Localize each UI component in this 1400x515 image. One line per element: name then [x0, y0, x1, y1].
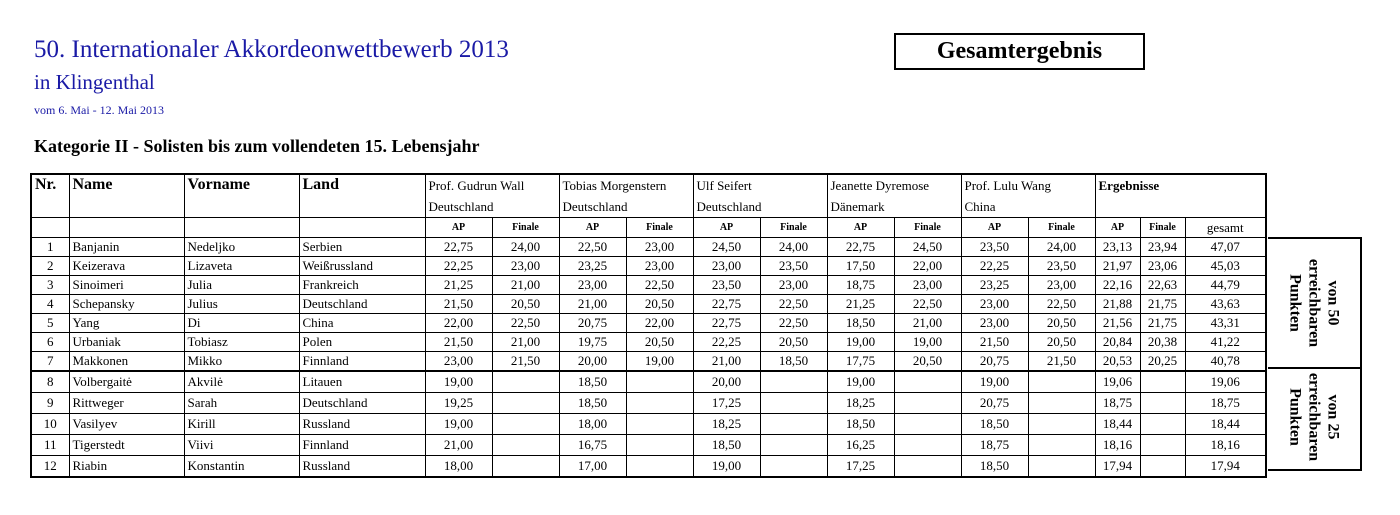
cell-juror-finale: 24,00 — [1028, 238, 1095, 257]
cell-juror-ap: 20,00 — [559, 352, 626, 372]
cell-juror-finale — [760, 456, 827, 478]
cell-juror-ap: 22,25 — [961, 257, 1028, 276]
cell-juror-ap: 24,50 — [693, 238, 760, 257]
cell-result-gesamt: 45,03 — [1185, 257, 1266, 276]
cell-juror-finale: 24,50 — [894, 238, 961, 257]
cell-juror-ap: 20,75 — [559, 314, 626, 333]
cell-juror-finale: 23,00 — [1028, 276, 1095, 295]
cell-juror-finale — [894, 371, 961, 393]
cell-result-gesamt: 18,44 — [1185, 414, 1266, 435]
cell-result-ap: 18,75 — [1095, 393, 1140, 414]
table-row — [31, 238, 1266, 257]
sub-header-ap: AP — [559, 218, 626, 238]
sub-header-ap: AP — [961, 218, 1028, 238]
cell-juror-ap: 21,00 — [693, 352, 760, 372]
table-row — [31, 314, 1266, 333]
cell-juror-finale: 23,50 — [1028, 257, 1095, 276]
cell-result-gesamt: 44,79 — [1185, 276, 1266, 295]
empty-cell — [184, 218, 299, 238]
cell-juror-finale — [1028, 414, 1095, 435]
juror-name: Jeanette Dyremose — [827, 174, 961, 196]
table-row — [31, 276, 1266, 295]
cell-juror-ap: 18,50 — [961, 456, 1028, 478]
side-label-line: erreichbaren — [1305, 258, 1323, 348]
cell-vorname: Viivi — [184, 435, 299, 456]
cell-nr: 3 — [31, 276, 69, 295]
sub-header-ap: AP — [425, 218, 492, 238]
cell-vorname: Kirill — [184, 414, 299, 435]
cell-vorname: Di — [184, 314, 299, 333]
overall-result-heading: Gesamtergebnis — [894, 33, 1145, 70]
cell-juror-finale: 22,50 — [894, 295, 961, 314]
cell-juror-finale — [760, 393, 827, 414]
cell-name: Rittweger — [69, 393, 184, 414]
juror-country: Dänemark — [827, 196, 961, 218]
cell-juror-finale — [894, 414, 961, 435]
cell-juror-finale: 23,00 — [760, 276, 827, 295]
cell-juror-finale — [760, 414, 827, 435]
cell-juror-ap: 21,00 — [425, 435, 492, 456]
cell-land: Russland — [299, 414, 425, 435]
cell-nr: 5 — [31, 314, 69, 333]
cell-juror-finale: 24,00 — [492, 238, 559, 257]
cell-vorname: Julius — [184, 295, 299, 314]
table-row — [31, 414, 1266, 435]
table-row — [31, 352, 1266, 372]
cell-result-finale — [1140, 456, 1185, 478]
cell-juror-finale: 22,50 — [760, 314, 827, 333]
competition-dates: vom 6. Mai - 12. Mai 2013 — [34, 103, 164, 117]
cell-juror-finale: 22,50 — [760, 295, 827, 314]
header-row — [31, 174, 1266, 196]
cell-juror-ap: 23,50 — [693, 276, 760, 295]
cell-juror-finale — [1028, 456, 1095, 478]
cell-result-ap: 20,53 — [1095, 352, 1140, 372]
cell-land: Polen — [299, 333, 425, 352]
sub-header-finale: Finale — [760, 218, 827, 238]
cell-juror-finale: 20,50 — [760, 333, 827, 352]
cell-land: Russland — [299, 456, 425, 478]
juror-country: Deutschland — [559, 196, 693, 218]
juror-name: Tobias Morgenstern — [559, 174, 693, 196]
cell-result-finale — [1140, 371, 1185, 393]
table-row — [31, 456, 1266, 478]
table-row — [31, 257, 1266, 276]
col-header-vorname: Vorname — [184, 174, 299, 218]
cell-result-gesamt: 40,78 — [1185, 352, 1266, 372]
cell-name: Sinoimeri — [69, 276, 184, 295]
results-header: Ergebnisse — [1095, 174, 1266, 218]
cell-juror-finale: 23,00 — [894, 276, 961, 295]
cell-juror-ap: 23,50 — [961, 238, 1028, 257]
cell-juror-finale: 20,50 — [894, 352, 961, 372]
cell-juror-finale — [894, 393, 961, 414]
side-label-line: erreichbaren — [1305, 372, 1323, 462]
cell-land: China — [299, 314, 425, 333]
cell-juror-finale: 22,50 — [492, 314, 559, 333]
cell-juror-ap: 18,00 — [425, 456, 492, 478]
cell-juror-finale — [626, 371, 693, 393]
cell-nr: 2 — [31, 257, 69, 276]
cell-juror-ap: 21,25 — [425, 276, 492, 295]
cell-result-ap: 21,56 — [1095, 314, 1140, 333]
col-header-nr: Nr. — [31, 174, 69, 218]
cell-land: Finnland — [299, 352, 425, 372]
empty-cell — [31, 218, 69, 238]
cell-result-finale: 23,94 — [1140, 238, 1185, 257]
cell-result-finale — [1140, 414, 1185, 435]
cell-nr: 4 — [31, 295, 69, 314]
cell-result-finale: 23,06 — [1140, 257, 1185, 276]
cell-result-ap: 21,88 — [1095, 295, 1140, 314]
juror-country: Deutschland — [693, 196, 827, 218]
cell-juror-ap: 21,50 — [425, 333, 492, 352]
cell-juror-ap: 23,00 — [961, 314, 1028, 333]
cell-juror-ap: 20,75 — [961, 393, 1028, 414]
cell-juror-finale: 19,00 — [626, 352, 693, 372]
juror-name: Ulf Seifert — [693, 174, 827, 196]
sub-header-finale: Finale — [894, 218, 961, 238]
cell-nr: 8 — [31, 371, 69, 393]
cell-name: Tigerstedt — [69, 435, 184, 456]
cell-juror-finale — [760, 435, 827, 456]
cell-juror-ap: 18,00 — [559, 414, 626, 435]
side-label-line: Punkten — [1286, 274, 1304, 332]
cell-juror-ap: 19,00 — [827, 333, 894, 352]
cell-juror-ap: 17,25 — [827, 456, 894, 478]
cell-juror-ap: 23,00 — [425, 352, 492, 372]
cell-result-finale: 20,38 — [1140, 333, 1185, 352]
cell-juror-ap: 19,00 — [425, 414, 492, 435]
cell-juror-finale — [626, 456, 693, 478]
cell-result-finale — [1140, 435, 1185, 456]
cell-juror-finale — [492, 393, 559, 414]
cell-result-ap: 20,84 — [1095, 333, 1140, 352]
side-label-line: von 50 — [1324, 280, 1342, 326]
table-row — [31, 371, 1266, 393]
cell-juror-ap: 20,75 — [961, 352, 1028, 372]
cell-juror-ap: 23,25 — [961, 276, 1028, 295]
competition-location: in Klingenthal — [34, 70, 155, 94]
cell-juror-ap: 21,50 — [425, 295, 492, 314]
cell-juror-ap: 23,00 — [693, 257, 760, 276]
cell-juror-finale: 23,00 — [626, 257, 693, 276]
sub-header-finale: Finale — [1028, 218, 1095, 238]
cell-juror-ap: 18,50 — [827, 414, 894, 435]
cell-name: Yang — [69, 314, 184, 333]
cell-juror-finale: 22,50 — [1028, 295, 1095, 314]
cell-result-ap: 18,16 — [1095, 435, 1140, 456]
juror-country: Deutschland — [425, 196, 559, 218]
sub-header-finale: Finale — [626, 218, 693, 238]
cell-juror-finale — [492, 456, 559, 478]
cell-result-ap: 17,94 — [1095, 456, 1140, 478]
cell-juror-ap: 19,25 — [425, 393, 492, 414]
cell-land: Weißrussland — [299, 257, 425, 276]
sub-header-finale: Finale — [492, 218, 559, 238]
juror-name: Prof. Lulu Wang — [961, 174, 1095, 196]
cell-juror-finale: 21,00 — [894, 314, 961, 333]
cell-juror-finale — [760, 371, 827, 393]
cell-nr: 9 — [31, 393, 69, 414]
cell-juror-ap: 22,25 — [693, 333, 760, 352]
table-row — [31, 295, 1266, 314]
cell-result-ap: 21,97 — [1095, 257, 1140, 276]
cell-juror-finale — [626, 414, 693, 435]
cell-juror-finale: 24,00 — [760, 238, 827, 257]
cell-land: Frankreich — [299, 276, 425, 295]
table-row — [31, 393, 1266, 414]
cell-juror-ap: 18,75 — [827, 276, 894, 295]
cell-juror-ap: 18,75 — [961, 435, 1028, 456]
cell-juror-finale: 22,00 — [626, 314, 693, 333]
cell-juror-ap: 22,75 — [425, 238, 492, 257]
cell-name: Volbergaitė — [69, 371, 184, 393]
cell-name: Vasilyev — [69, 414, 184, 435]
cell-result-gesamt: 18,75 — [1185, 393, 1266, 414]
cell-juror-ap: 17,25 — [693, 393, 760, 414]
cell-juror-finale: 22,50 — [626, 276, 693, 295]
cell-juror-finale: 20,50 — [626, 333, 693, 352]
sub-header-finale: Finale — [1140, 218, 1185, 238]
juror-country: China — [961, 196, 1095, 218]
cell-juror-finale — [894, 456, 961, 478]
cell-juror-ap: 22,75 — [827, 238, 894, 257]
empty-cell — [299, 218, 425, 238]
cell-juror-ap: 18,50 — [827, 314, 894, 333]
cell-name: Urbaniak — [69, 333, 184, 352]
cell-result-finale: 22,63 — [1140, 276, 1185, 295]
subheader-row — [31, 218, 1266, 238]
cell-juror-ap: 19,00 — [425, 371, 492, 393]
cell-juror-ap: 17,75 — [827, 352, 894, 372]
cell-juror-finale: 20,50 — [492, 295, 559, 314]
cell-name: Riabin — [69, 456, 184, 478]
cell-result-gesamt: 18,16 — [1185, 435, 1266, 456]
side-label-25 — [1268, 365, 1362, 471]
cell-juror-ap: 22,75 — [693, 314, 760, 333]
cell-juror-finale — [1028, 393, 1095, 414]
cell-juror-finale: 21,00 — [492, 333, 559, 352]
cell-juror-ap: 16,75 — [559, 435, 626, 456]
table-row — [31, 435, 1266, 456]
cell-juror-ap: 23,00 — [961, 295, 1028, 314]
cell-juror-ap: 17,00 — [559, 456, 626, 478]
cell-vorname: Julia — [184, 276, 299, 295]
cell-juror-finale: 19,00 — [894, 333, 961, 352]
cell-juror-finale — [1028, 435, 1095, 456]
cell-juror-finale: 23,00 — [626, 238, 693, 257]
cell-nr: 6 — [31, 333, 69, 352]
side-label-50 — [1268, 237, 1362, 369]
cell-nr: 12 — [31, 456, 69, 478]
cell-juror-finale — [492, 371, 559, 393]
sub-header-ap: AP — [693, 218, 760, 238]
cell-juror-ap: 19,00 — [961, 371, 1028, 393]
cell-result-ap: 18,44 — [1095, 414, 1140, 435]
cell-juror-finale: 23,50 — [760, 257, 827, 276]
side-label-line: von 25 — [1324, 394, 1342, 440]
cell-result-gesamt: 47,07 — [1185, 238, 1266, 257]
cell-result-finale — [1140, 393, 1185, 414]
competition-title: 50. Internationaler Akkordeonwettbewerb 2013 — [34, 36, 509, 63]
side-label-line: Punkten — [1286, 388, 1304, 446]
cell-juror-finale: 20,50 — [1028, 333, 1095, 352]
cell-juror-finale: 22,00 — [894, 257, 961, 276]
cell-juror-ap: 17,50 — [827, 257, 894, 276]
cell-land: Deutschland — [299, 393, 425, 414]
cell-juror-ap: 18,25 — [827, 393, 894, 414]
cell-vorname: Tobiasz — [184, 333, 299, 352]
cell-result-finale: 21,75 — [1140, 295, 1185, 314]
sub-header-ap: AP — [827, 218, 894, 238]
cell-juror-finale — [492, 414, 559, 435]
cell-land: Serbien — [299, 238, 425, 257]
cell-juror-finale: 23,00 — [492, 257, 559, 276]
cell-juror-ap: 19,00 — [693, 456, 760, 478]
cell-juror-ap: 18,50 — [693, 435, 760, 456]
category-heading: Kategorie II - Solisten bis zum vollendeten 15. Lebensjahr — [34, 136, 480, 156]
cell-juror-ap: 23,00 — [559, 276, 626, 295]
cell-juror-finale — [1028, 371, 1095, 393]
cell-result-gesamt: 41,22 — [1185, 333, 1266, 352]
cell-vorname: Nedeljko — [184, 238, 299, 257]
cell-juror-ap: 18,25 — [693, 414, 760, 435]
cell-nr: 1 — [31, 238, 69, 257]
cell-name: Keizerava — [69, 257, 184, 276]
cell-result-ap: 22,16 — [1095, 276, 1140, 295]
cell-juror-ap: 18,50 — [559, 393, 626, 414]
cell-juror-ap: 23,25 — [559, 257, 626, 276]
cell-name: Schepansky — [69, 295, 184, 314]
cell-vorname: Konstantin — [184, 456, 299, 478]
cell-result-finale: 21,75 — [1140, 314, 1185, 333]
cell-vorname: Lizaveta — [184, 257, 299, 276]
cell-juror-ap: 18,50 — [559, 371, 626, 393]
cell-juror-finale — [492, 435, 559, 456]
empty-cell — [69, 218, 184, 238]
cell-juror-ap: 20,00 — [693, 371, 760, 393]
cell-juror-ap: 22,00 — [425, 314, 492, 333]
juror-name: Prof. Gudrun Wall — [425, 174, 559, 196]
cell-vorname: Akvilė — [184, 371, 299, 393]
sub-header-gesamt: gesamt — [1185, 218, 1266, 238]
cell-vorname: Mikko — [184, 352, 299, 372]
cell-nr: 10 — [31, 414, 69, 435]
cell-juror-ap: 22,75 — [693, 295, 760, 314]
cell-juror-ap: 18,50 — [961, 414, 1028, 435]
table-row — [31, 333, 1266, 352]
cell-nr: 7 — [31, 352, 69, 372]
cell-juror-finale: 21,50 — [492, 352, 559, 372]
cell-land: Finnland — [299, 435, 425, 456]
cell-land: Deutschland — [299, 295, 425, 314]
cell-juror-finale — [626, 393, 693, 414]
cell-juror-finale: 21,00 — [492, 276, 559, 295]
cell-juror-finale: 20,50 — [626, 295, 693, 314]
cell-vorname: Sarah — [184, 393, 299, 414]
cell-result-finale: 20,25 — [1140, 352, 1185, 372]
cell-juror-ap: 16,25 — [827, 435, 894, 456]
cell-juror-finale — [894, 435, 961, 456]
cell-name: Makkonen — [69, 352, 184, 372]
cell-juror-ap: 21,50 — [961, 333, 1028, 352]
cell-juror-ap: 19,00 — [827, 371, 894, 393]
cell-juror-ap: 22,50 — [559, 238, 626, 257]
cell-result-gesamt: 43,63 — [1185, 295, 1266, 314]
cell-result-ap: 23,13 — [1095, 238, 1140, 257]
cell-name: Banjanin — [69, 238, 184, 257]
cell-result-gesamt: 43,31 — [1185, 314, 1266, 333]
results-table — [30, 173, 1267, 478]
cell-juror-ap: 22,25 — [425, 257, 492, 276]
cell-result-gesamt: 17,94 — [1185, 456, 1266, 478]
cell-juror-finale: 20,50 — [1028, 314, 1095, 333]
col-header-land: Land — [299, 174, 425, 218]
cell-juror-ap: 19,75 — [559, 333, 626, 352]
cell-juror-finale — [626, 435, 693, 456]
cell-result-ap: 19,06 — [1095, 371, 1140, 393]
cell-nr: 11 — [31, 435, 69, 456]
cell-juror-ap: 21,25 — [827, 295, 894, 314]
col-header-name: Name — [69, 174, 184, 218]
cell-result-gesamt: 19,06 — [1185, 371, 1266, 393]
cell-land: Litauen — [299, 371, 425, 393]
cell-juror-finale: 21,50 — [1028, 352, 1095, 372]
cell-juror-ap: 21,00 — [559, 295, 626, 314]
cell-juror-finale: 18,50 — [760, 352, 827, 372]
sub-header-ap: AP — [1095, 218, 1140, 238]
